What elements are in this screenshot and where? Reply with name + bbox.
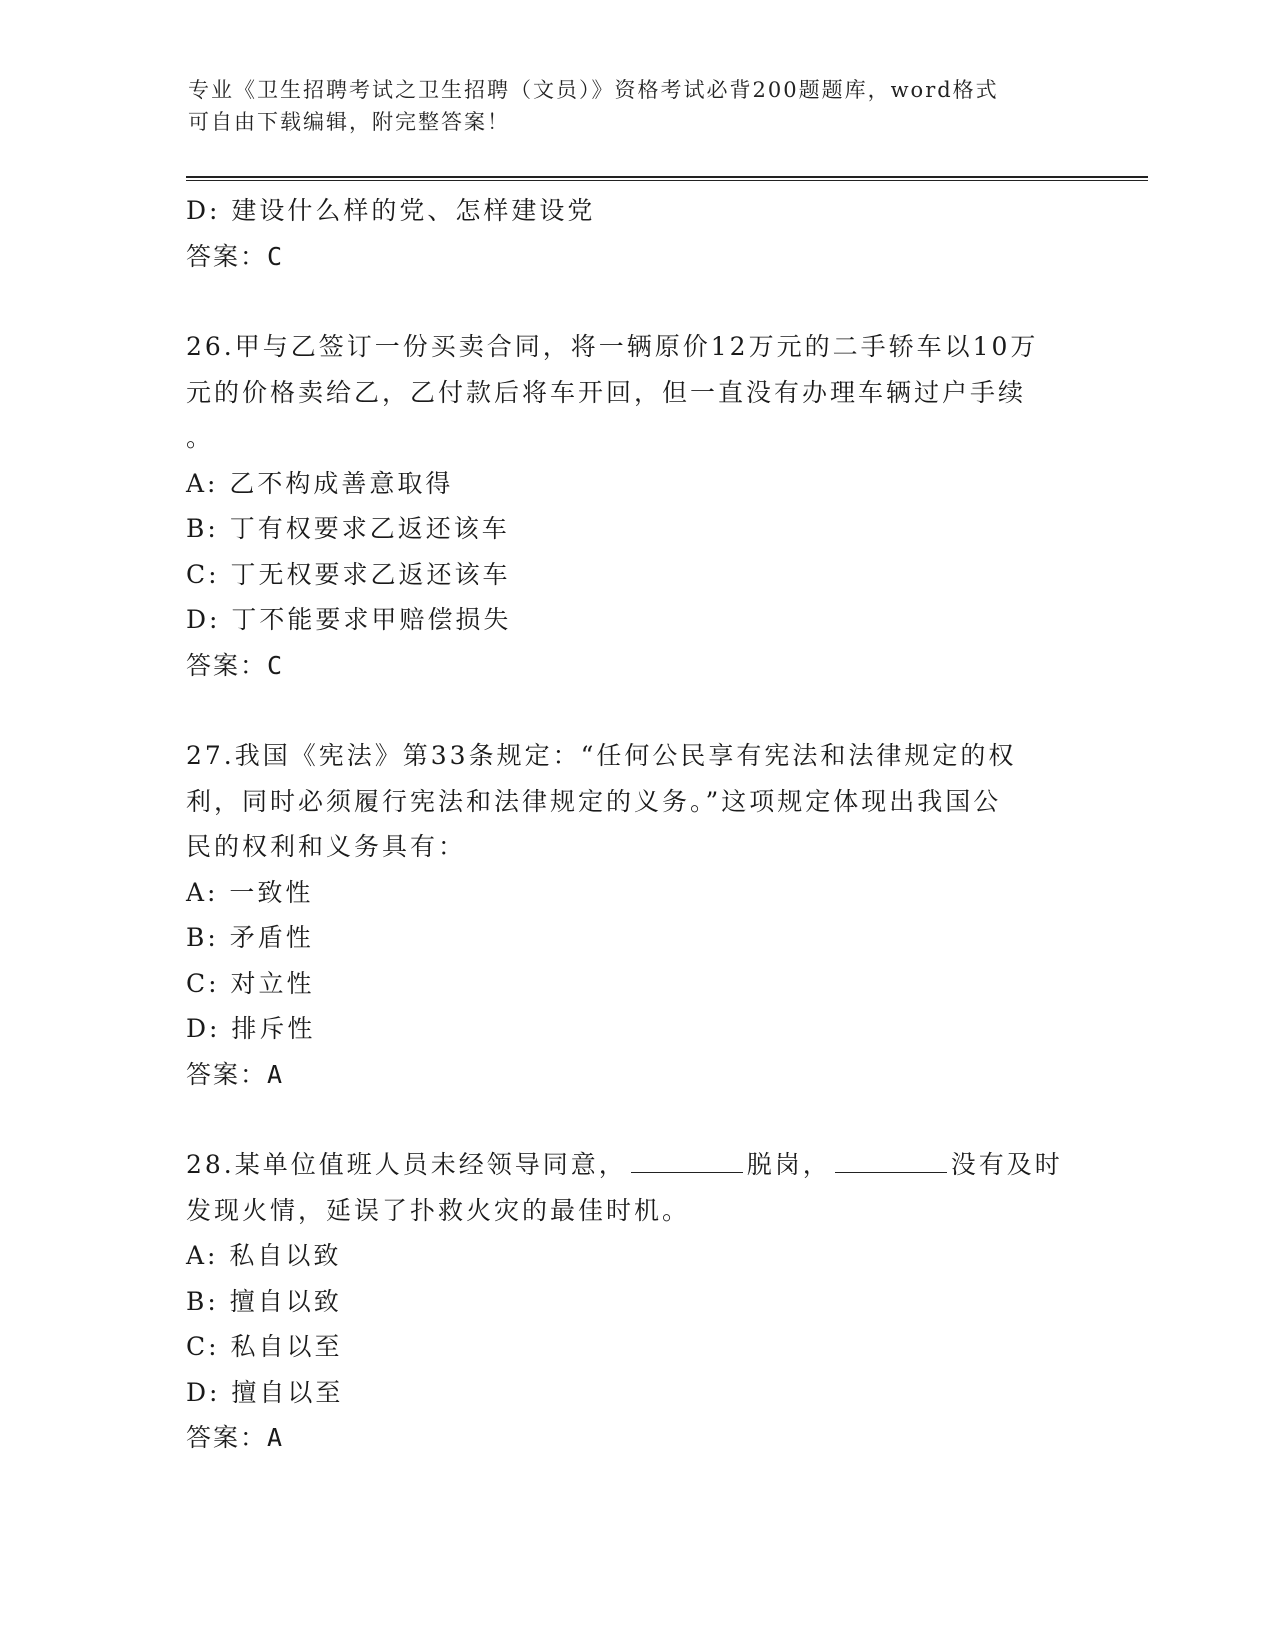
header-line-1: 专业《卫生招聘考试之卫生招聘（文员）》资格考试必背200题题库，word格式	[188, 78, 999, 102]
option-d: D: 擅自以至	[186, 1377, 344, 1407]
fill-in-blank	[835, 1148, 947, 1173]
question-27	[186, 733, 1086, 1097]
question-stem-line	[186, 1142, 1086, 1188]
option-b: B: 擅自以致	[186, 1286, 342, 1316]
option-a: A: 一致性	[186, 877, 314, 907]
stem-text: 没有及时	[950, 1150, 1063, 1179]
option-d: D: 排斥性	[186, 1014, 316, 1043]
answer-line	[186, 1052, 1086, 1098]
stem-text: 28.某单位值班人员未经领导同意，	[186, 1150, 627, 1179]
question-stem-line: 民的权利和义务具有：	[186, 832, 467, 861]
option-c: C: 对立性	[186, 968, 315, 998]
answer-value: A	[267, 1423, 283, 1452]
document-body	[186, 188, 1086, 1461]
question-28	[186, 1142, 1086, 1461]
stem-text: 脱岗，	[746, 1150, 831, 1179]
answer-line	[186, 234, 1086, 280]
answer-value: C	[267, 650, 283, 680]
option-a: A: 私自以致	[186, 1241, 342, 1270]
question-stem-line: 26.甲与乙签订一份买卖合同，将一辆原价12万元的二手轿车以10万	[186, 332, 1039, 361]
option-c: C: 私自以至	[186, 1332, 343, 1361]
question-stem-line: 元的价格卖给乙，乙付款后将车开回，但一直没有办理车辆过户手续	[186, 377, 1027, 407]
answer-line	[186, 1415, 1086, 1461]
question-stem-line: 。	[186, 423, 215, 452]
answer-label: 答案：	[186, 650, 268, 680]
header-divider	[186, 176, 1148, 181]
answer-value: C	[267, 241, 283, 271]
answer-label: 答案：	[186, 241, 268, 271]
question-26	[186, 324, 1086, 688]
option-b: B: 矛盾性	[186, 923, 314, 952]
option-d: D: 丁不能要求甲赔偿损失	[186, 605, 512, 634]
question-stem-line: 利，同时必须履行宪法和法律规定的义务。”这项规定体现出我国公	[186, 786, 1002, 816]
answer-value: A	[267, 1059, 283, 1089]
option-d: D: 建设什么样的党、怎样建设党	[186, 196, 596, 225]
fill-in-blank	[631, 1148, 743, 1173]
header-line-2: 可自由下载编辑，附完整答案！	[188, 110, 510, 134]
option-a: A: 乙不构成善意取得	[186, 468, 454, 498]
option-b: B: 丁有权要求乙返还该车	[186, 514, 510, 543]
option-c: C: 丁无权要求乙返还该车	[186, 559, 511, 589]
answer-line	[186, 643, 1086, 689]
answer-label: 答案：	[186, 1059, 268, 1089]
question-stem-line: 27.我国《宪法》第33条规定：“任何公民享有宪法和法律规定的权	[186, 741, 1017, 770]
page-header	[188, 74, 1088, 138]
question-stem-line: 发现火情，延误了扑救火灾的最佳时机。	[186, 1195, 691, 1225]
answer-label: 答案：	[186, 1423, 268, 1452]
